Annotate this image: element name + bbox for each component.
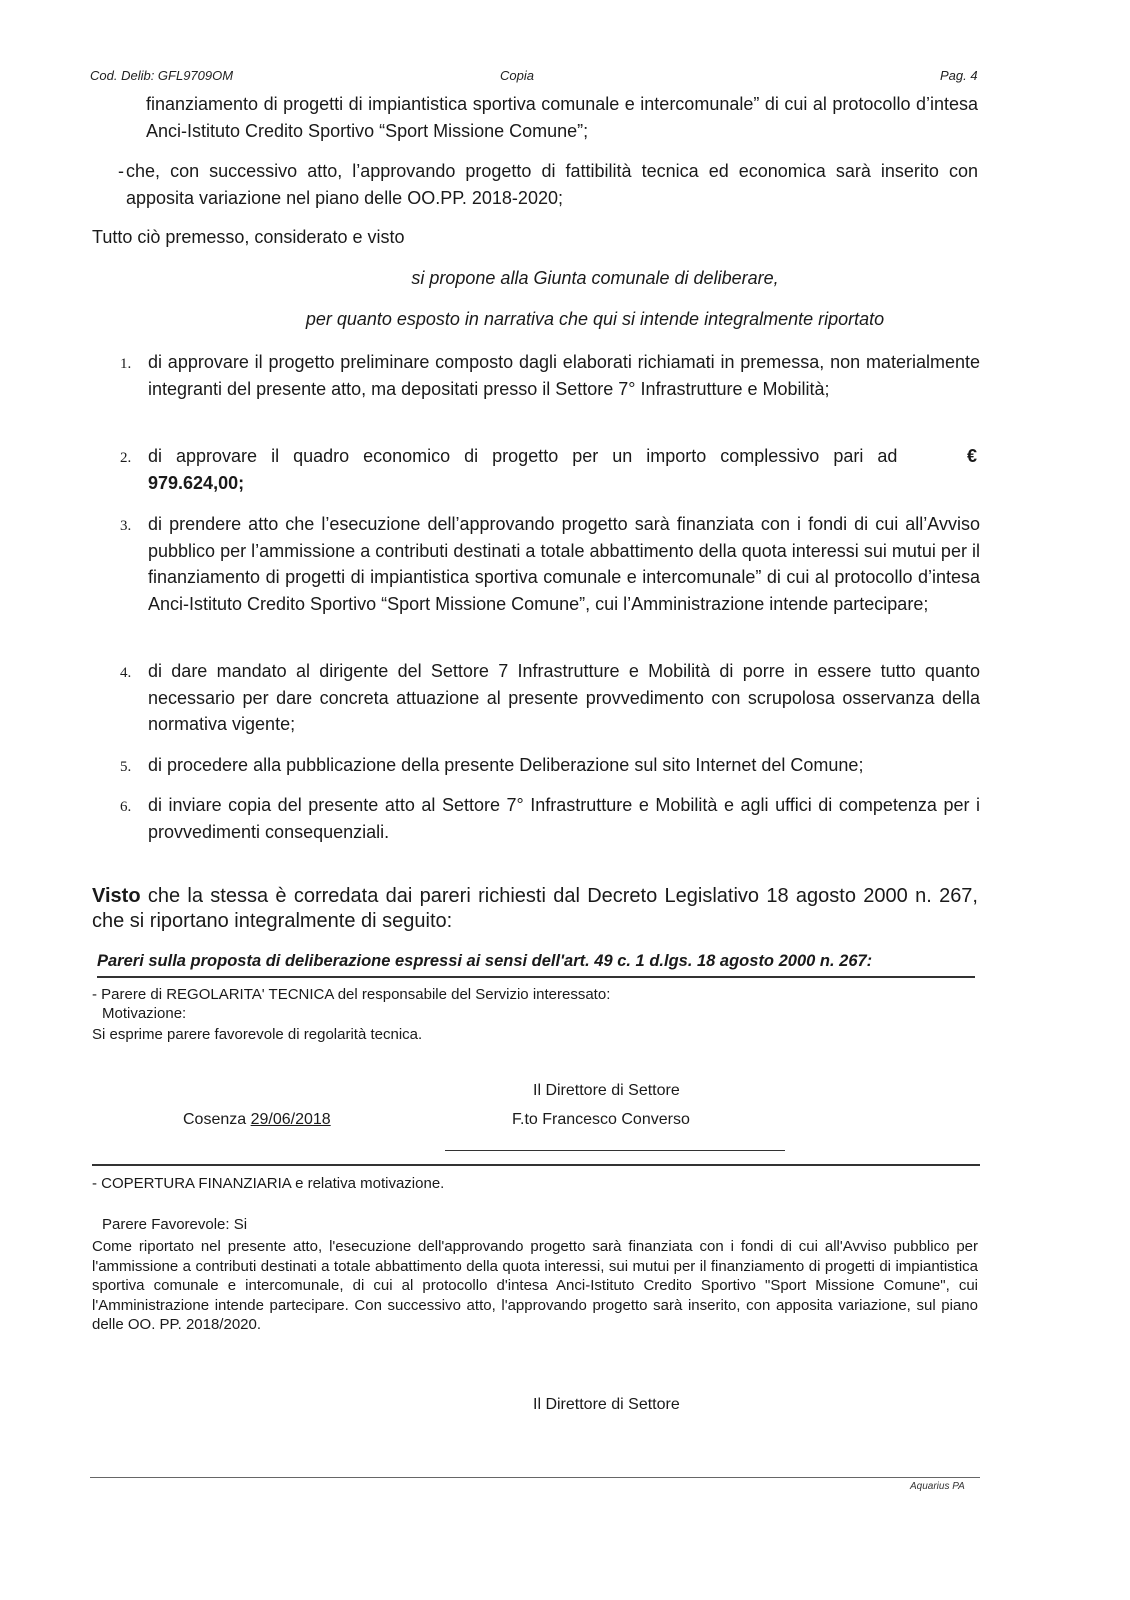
premise-text: Tutto ciò premesso, considerato e visto [92,227,405,247]
item-text: di approvare il progetto preliminare composto dagli elaborati richiamati in premessa, non materialmente integranti del presente atto, ma depositati presso il Settore 7° Infrastrutture e Mobilità; [148,352,980,399]
page-number: Pag. 4 [940,68,978,83]
date: 29/06/2018 [250,1111,331,1128]
intro-continuation: finanziamento di progetti di impiantistica sportiva comunale e intercomunale” di cui al protocollo d’intesa Anci-Istituto Credito Sportivo “Sport Missione Comune”; [146,94,978,141]
footer-divider [90,1477,980,1478]
signature-line [445,1150,785,1151]
copertura-signer-role: Il Direttore di Settore [533,1396,680,1413]
signer-name: F.to Francesco Converso [512,1111,690,1128]
pareri-heading: Pareri sulla proposta di deliberazione espressi ai sensi dell'art. 49 c. 1 d.lgs. 18 agosto 2000 n. 267: [97,952,873,970]
list-item [120,792,980,842]
item-text: di approvare il quadro economico di progetto per un importo complessivo pari ad € 979.624,00; [148,446,978,493]
item-text: di procedere alla pubblicazione della presente Deliberazione sul sito Internet del Comune; [148,755,864,775]
amount: 979.624,00; [148,472,245,493]
favorevole-label: Parere Favorevole: Si [102,1216,248,1233]
list-item [120,349,980,399]
heading-divider [97,976,975,978]
visto-text: che la stessa è corredata dai pareri richiesti dal Decreto Legislativo 18 agosto 2000 n. 267, che si riportano integralmente di seguito: [92,885,978,932]
item-number: 6. [120,799,132,815]
bullet-text: che, con successivo atto, l’approvando progetto di fattibilità tecnica ed economica sarà inserito con apposita variazione nel piano delle OO.PP. 2018-2020; [126,161,978,208]
list-item [120,752,980,781]
item-number: 4. [120,665,132,681]
motivazione-label: Motivazione: [102,1005,187,1022]
item-number: 2. [120,450,132,466]
copertura-title: - COPERTURA FINANZIARIA e relativa motivazione. [92,1175,445,1192]
copy-label: Copia [500,68,534,83]
item-number: 3. [120,518,132,534]
visto-paragraph [92,884,978,934]
tecnica-text: Si esprime parere favorevole di regolarità tecnica. [92,1026,423,1043]
footer-brand: Aquarius PA [910,1481,965,1492]
signer-role: Il Direttore di Settore [533,1082,680,1099]
list-item [120,658,980,734]
item-text: di dare mandato al dirigente del Settore 7 Infrastrutture e Mobilità di porre in essere tutto quanto necessario per dare concreta attuazione al presente provvedimento con scrupolosa osservanza della normativa vigente; [148,661,980,734]
item-text-body: di approvare il quadro economico di progetto per un importo complessivo pari ad [148,446,898,466]
visto-bold: Visto [92,885,141,907]
propose-text: si propone alla Giunta comunale di deliberare, [411,268,779,288]
list-item [120,443,980,493]
item-number: 5. [120,759,132,775]
narrative-text: per quanto esposto in narrativa che qui si intende integralmente riportato [305,309,885,329]
delib-code: Cod. Delib: GFL9709OM [90,68,234,83]
bullet-dash: - [118,161,124,181]
item-number: 1. [120,356,132,372]
copertura-text: Come riportato nel presente atto, l'esecuzione dell'approvando progetto sarà finanziata con i fondi di cui all'Avviso pubblico per l'ammissione a contributi destinati a totale abbattimento della quota interessi, sui mutui per il finanziamento di progetti di impiantistica sportiva comunale e intercomunale, di cui al protocollo d'intesa Anci-Istituto Credito Sportivo "Sport Missione Comune", cui l'Amministrazione intende partecipare. Con successivo atto, l'approvando progetto sarà inserito, con apposita variazione, sul piano delle OO. PP. 2018/2020. [92,1238,978,1333]
place: Cosenza [183,1111,251,1128]
section-divider [92,1164,980,1166]
tecnica-title: - Parere di REGOLARITA' TECNICA del responsabile del Servizio interessato: [92,986,611,1003]
list-item [120,511,980,614]
place-date [183,1111,331,1129]
item-text: di prendere atto che l’esecuzione dell’approvando progetto sarà finanziata con i fondi di cui all’Avviso pubblico per l’ammissione a contributi destinati a totale abbattimento della quota interessi sui mutui per il finanziamento di progetti di impiantistica sportiva comunale e intercomunale” di cui al protocollo d’intesa Anci-Istituto Credito Sportivo “Sport Missione Comune”, cui l’Amministrazione intende partecipare; [148,514,980,614]
item-text: di inviare copia del presente atto al Settore 7° Infrastrutture e Mobilità e agli uffici di competenza per i provvedimenti consequenziali. [148,795,980,842]
